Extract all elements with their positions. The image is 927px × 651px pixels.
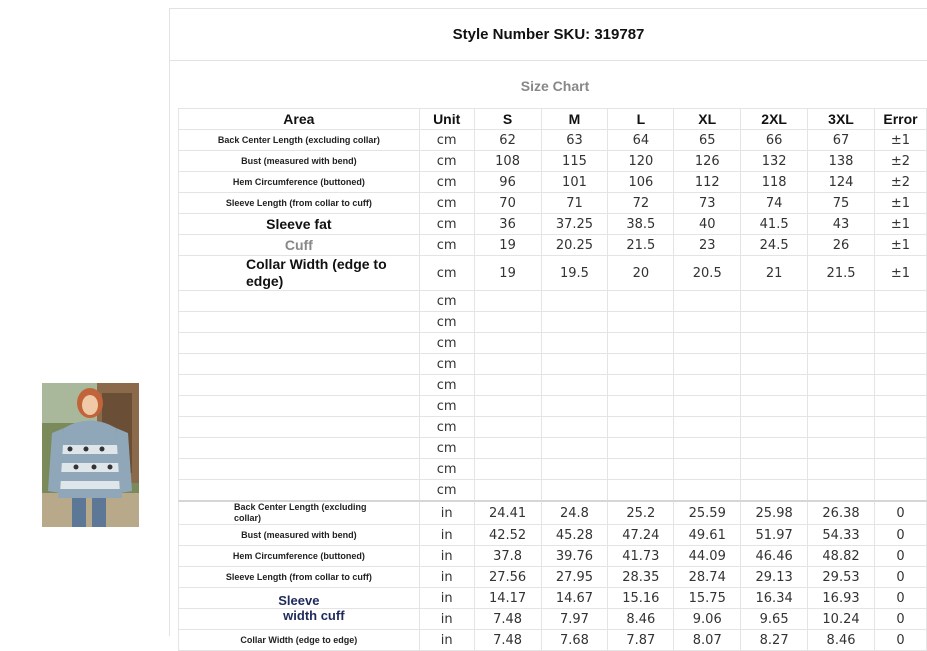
empty-row <box>179 396 927 417</box>
empty-cell <box>674 438 741 459</box>
empty-cell <box>741 312 808 333</box>
value-cell: 7.68 <box>541 630 608 651</box>
value-cell: 47.24 <box>608 525 674 546</box>
empty-cell <box>741 291 808 312</box>
value-cell: 9.65 <box>741 609 808 630</box>
empty-cell <box>674 312 741 333</box>
empty-row <box>179 375 927 396</box>
empty-cell <box>474 291 541 312</box>
error-cell: ±1 <box>874 193 926 214</box>
empty-row <box>179 438 927 459</box>
empty-cell <box>608 480 674 502</box>
value-cell: 41.5 <box>741 214 808 235</box>
empty-row <box>179 417 927 438</box>
value-cell: 37.25 <box>541 214 608 235</box>
panel-divider <box>169 8 170 636</box>
value-cell: 39.76 <box>541 546 608 567</box>
empty-cell <box>608 417 674 438</box>
empty-cell <box>608 438 674 459</box>
empty-cell <box>541 312 608 333</box>
value-cell: 25.98 <box>741 501 808 525</box>
empty-cell <box>874 396 926 417</box>
table-row <box>179 235 927 256</box>
empty-cell <box>179 438 420 459</box>
table-row <box>179 256 927 291</box>
value-cell: 48.82 <box>808 546 875 567</box>
table-row <box>179 501 927 525</box>
empty-cell <box>474 354 541 375</box>
area-cell: Sleeve Length (from collar to cuff) <box>179 193 420 214</box>
value-cell: 42.52 <box>474 525 541 546</box>
empty-cell <box>874 417 926 438</box>
error-cell: 0 <box>874 546 926 567</box>
empty-cell <box>874 375 926 396</box>
value-cell: 25.59 <box>674 501 741 525</box>
empty-cell <box>674 396 741 417</box>
empty-cell <box>741 417 808 438</box>
empty-row <box>179 291 927 312</box>
empty-cell <box>674 417 741 438</box>
unit-cell: cm <box>419 354 474 375</box>
area-cell: Sleeve Length (from collar to cuff) <box>179 567 420 588</box>
error-cell: 0 <box>874 630 926 651</box>
empty-cell <box>179 480 420 502</box>
unit-cell: in <box>419 525 474 546</box>
empty-cell <box>179 333 420 354</box>
sku-header <box>170 8 927 61</box>
value-cell: 7.97 <box>541 609 608 630</box>
value-cell: 8.46 <box>808 630 875 651</box>
error-cell: 0 <box>874 567 926 588</box>
unit-cell: cm <box>419 172 474 193</box>
empty-cell <box>741 438 808 459</box>
empty-cell <box>874 438 926 459</box>
error-cell: ±1 <box>874 256 926 291</box>
unit-cell: in <box>419 501 474 525</box>
table-row <box>179 546 927 567</box>
empty-cell <box>608 291 674 312</box>
value-cell: 24.8 <box>541 501 608 525</box>
error-cell: ±1 <box>874 235 926 256</box>
value-cell: 24.41 <box>474 501 541 525</box>
empty-cell <box>608 333 674 354</box>
empty-cell <box>808 354 875 375</box>
value-cell: 29.53 <box>808 567 875 588</box>
empty-cell <box>541 480 608 502</box>
unit-cell: cm <box>419 312 474 333</box>
value-cell: 14.17 <box>474 588 541 609</box>
unit-cell: cm <box>419 151 474 172</box>
value-cell: 19 <box>474 235 541 256</box>
table-row <box>179 214 927 235</box>
empty-cell <box>608 375 674 396</box>
empty-cell <box>608 459 674 480</box>
value-cell: 25.2 <box>608 501 674 525</box>
value-cell: 27.56 <box>474 567 541 588</box>
size-chart-table <box>178 108 927 651</box>
value-cell: 41.73 <box>608 546 674 567</box>
value-cell: 36 <box>474 214 541 235</box>
empty-row <box>179 354 927 375</box>
empty-row <box>179 459 927 480</box>
value-cell: 37.8 <box>474 546 541 567</box>
error-cell: 0 <box>874 525 926 546</box>
unit-cell: cm <box>419 438 474 459</box>
empty-cell <box>541 375 608 396</box>
area-cell: Bust (measured with bend) <box>179 151 420 172</box>
value-cell: 112 <box>674 172 741 193</box>
unit-cell: cm <box>419 459 474 480</box>
value-cell: 27.95 <box>541 567 608 588</box>
value-cell: 23 <box>674 235 741 256</box>
unit-cell: cm <box>419 193 474 214</box>
empty-cell <box>541 396 608 417</box>
empty-cell <box>541 354 608 375</box>
empty-cell <box>179 459 420 480</box>
value-cell: 8.46 <box>608 609 674 630</box>
table-row <box>179 567 927 588</box>
value-cell: 40 <box>674 214 741 235</box>
empty-cell <box>474 459 541 480</box>
table-row <box>179 172 927 193</box>
empty-cell <box>474 396 541 417</box>
column-header: XL <box>674 109 741 130</box>
value-cell: 19 <box>474 256 541 291</box>
value-cell: 71 <box>541 193 608 214</box>
empty-cell <box>674 291 741 312</box>
empty-cell <box>608 312 674 333</box>
empty-cell <box>674 354 741 375</box>
value-cell: 115 <box>541 151 608 172</box>
empty-cell <box>808 291 875 312</box>
value-cell: 101 <box>541 172 608 193</box>
value-cell: 20 <box>608 256 674 291</box>
empty-cell <box>874 480 926 502</box>
value-cell: 16.34 <box>741 588 808 609</box>
value-cell: 66 <box>741 130 808 151</box>
empty-cell <box>674 375 741 396</box>
value-cell: 29.13 <box>741 567 808 588</box>
empty-cell <box>541 417 608 438</box>
column-header: L <box>608 109 674 130</box>
value-cell: 43 <box>808 214 875 235</box>
column-header: Unit <box>419 109 474 130</box>
value-cell: 49.61 <box>674 525 741 546</box>
value-cell: 63 <box>541 130 608 151</box>
unit-cell: in <box>419 588 474 609</box>
empty-cell <box>608 396 674 417</box>
empty-cell <box>541 291 608 312</box>
empty-cell <box>808 417 875 438</box>
empty-cell <box>179 417 420 438</box>
value-cell: 54.33 <box>808 525 875 546</box>
size-chart-title: Size Chart <box>520 78 590 94</box>
unit-cell: cm <box>419 396 474 417</box>
empty-cell <box>874 354 926 375</box>
empty-cell <box>608 354 674 375</box>
empty-cell <box>474 312 541 333</box>
column-header: S <box>474 109 541 130</box>
empty-cell <box>541 459 608 480</box>
empty-row <box>179 312 927 333</box>
unit-cell: cm <box>419 291 474 312</box>
value-cell: 7.87 <box>608 630 674 651</box>
unit-cell: in <box>419 567 474 588</box>
empty-cell <box>541 438 608 459</box>
value-cell: 21.5 <box>808 256 875 291</box>
value-cell: 96 <box>474 172 541 193</box>
value-cell: 7.48 <box>474 609 541 630</box>
empty-cell <box>741 480 808 502</box>
value-cell: 70 <box>474 193 541 214</box>
empty-cell <box>179 354 420 375</box>
value-cell: 67 <box>808 130 875 151</box>
empty-row <box>179 333 927 354</box>
value-cell: 26 <box>808 235 875 256</box>
table-row <box>179 630 927 651</box>
empty-cell <box>808 438 875 459</box>
area-cell: Sleeve fat <box>179 214 420 235</box>
unit-cell: in <box>419 630 474 651</box>
table-row <box>179 525 927 546</box>
area-cell: Hem Circumference (buttoned) <box>179 546 420 567</box>
empty-cell <box>474 375 541 396</box>
value-cell: 45.28 <box>541 525 608 546</box>
empty-cell <box>741 459 808 480</box>
area-cell: Collar Width (edge to edge) <box>179 256 420 291</box>
error-cell: ±2 <box>874 151 926 172</box>
value-cell: 15.75 <box>674 588 741 609</box>
value-cell: 75 <box>808 193 875 214</box>
value-cell: 120 <box>608 151 674 172</box>
column-header: 2XL <box>741 109 808 130</box>
unit-cell: cm <box>419 480 474 502</box>
value-cell: 14.67 <box>541 588 608 609</box>
value-cell: 126 <box>674 151 741 172</box>
error-cell: ±1 <box>874 130 926 151</box>
left-panel <box>0 0 170 636</box>
area-cell: Hem Circumference (buttoned) <box>179 172 420 193</box>
unit-cell: cm <box>419 214 474 235</box>
value-cell: 108 <box>474 151 541 172</box>
unit-cell: cm <box>419 130 474 151</box>
empty-cell <box>474 333 541 354</box>
unit-cell: in <box>419 546 474 567</box>
table-row <box>179 609 927 630</box>
empty-cell <box>808 312 875 333</box>
value-cell: 9.06 <box>674 609 741 630</box>
value-cell: 15.16 <box>608 588 674 609</box>
column-header: Area <box>179 109 420 130</box>
value-cell: 16.93 <box>808 588 875 609</box>
area-cell: Cuff <box>179 235 420 256</box>
empty-cell <box>874 312 926 333</box>
value-cell: 24.5 <box>741 235 808 256</box>
value-cell: 8.07 <box>674 630 741 651</box>
value-cell: 74 <box>741 193 808 214</box>
empty-cell <box>474 480 541 502</box>
area-cell: Collar Width (edge to edge) <box>179 630 420 651</box>
table-row <box>179 193 927 214</box>
empty-cell <box>874 333 926 354</box>
empty-cell <box>741 396 808 417</box>
value-cell: 106 <box>608 172 674 193</box>
error-cell: 0 <box>874 501 926 525</box>
empty-cell <box>674 333 741 354</box>
empty-cell <box>741 375 808 396</box>
value-cell: 28.74 <box>674 567 741 588</box>
table-row <box>179 151 927 172</box>
column-header: 3XL <box>808 109 875 130</box>
empty-cell <box>179 375 420 396</box>
empty-cell <box>808 480 875 502</box>
value-cell: 20.25 <box>541 235 608 256</box>
sku-title: Style Number SKU: 319787 <box>452 26 645 43</box>
value-cell: 124 <box>808 172 875 193</box>
empty-cell <box>179 312 420 333</box>
value-cell: 20.5 <box>674 256 741 291</box>
empty-cell <box>179 396 420 417</box>
unit-cell: cm <box>419 256 474 291</box>
error-cell: 0 <box>874 588 926 609</box>
unit-cell: cm <box>419 235 474 256</box>
value-cell: 28.35 <box>608 567 674 588</box>
value-cell: 21 <box>741 256 808 291</box>
product-photo[interactable] <box>42 383 139 527</box>
column-header: Error <box>874 109 926 130</box>
value-cell: 72 <box>608 193 674 214</box>
value-cell: 19.5 <box>541 256 608 291</box>
unit-cell: cm <box>419 333 474 354</box>
area-cell: Back Center Length (excluding collar) <box>179 130 420 151</box>
value-cell: 62 <box>474 130 541 151</box>
value-cell: 21.5 <box>608 235 674 256</box>
value-cell: 73 <box>674 193 741 214</box>
unit-cell: in <box>419 609 474 630</box>
value-cell: 10.24 <box>808 609 875 630</box>
value-cell: 51.97 <box>741 525 808 546</box>
empty-cell <box>741 354 808 375</box>
column-header: M <box>541 109 608 130</box>
table-header-row <box>179 109 927 130</box>
value-cell: 64 <box>608 130 674 151</box>
empty-cell <box>179 291 420 312</box>
value-cell: 8.27 <box>741 630 808 651</box>
empty-cell <box>808 459 875 480</box>
value-cell: 26.38 <box>808 501 875 525</box>
empty-cell <box>541 333 608 354</box>
empty-cell <box>808 333 875 354</box>
value-cell: 132 <box>741 151 808 172</box>
empty-cell <box>474 438 541 459</box>
empty-row <box>179 480 927 502</box>
area-cell: Sleeve <box>179 588 420 609</box>
error-cell: ±1 <box>874 214 926 235</box>
empty-cell <box>874 459 926 480</box>
unit-cell: cm <box>419 375 474 396</box>
value-cell: 138 <box>808 151 875 172</box>
empty-cell <box>808 396 875 417</box>
value-cell: 118 <box>741 172 808 193</box>
empty-cell <box>808 375 875 396</box>
empty-cell <box>474 417 541 438</box>
area-cell: width cuff <box>179 609 420 630</box>
empty-cell <box>741 333 808 354</box>
error-cell: 0 <box>874 609 926 630</box>
unit-cell: cm <box>419 417 474 438</box>
value-cell: 44.09 <box>674 546 741 567</box>
value-cell: 65 <box>674 130 741 151</box>
value-cell: 46.46 <box>741 546 808 567</box>
value-cell: 38.5 <box>608 214 674 235</box>
empty-cell <box>674 459 741 480</box>
table-row <box>179 588 927 609</box>
empty-cell <box>674 480 741 502</box>
table-row <box>179 130 927 151</box>
area-cell: Bust (measured with bend) <box>179 525 420 546</box>
sweater-model-image <box>42 383 139 527</box>
empty-cell <box>874 291 926 312</box>
error-cell: ±2 <box>874 172 926 193</box>
value-cell: 7.48 <box>474 630 541 651</box>
area-cell: Back Center Length (excluding collar) <box>179 501 420 525</box>
